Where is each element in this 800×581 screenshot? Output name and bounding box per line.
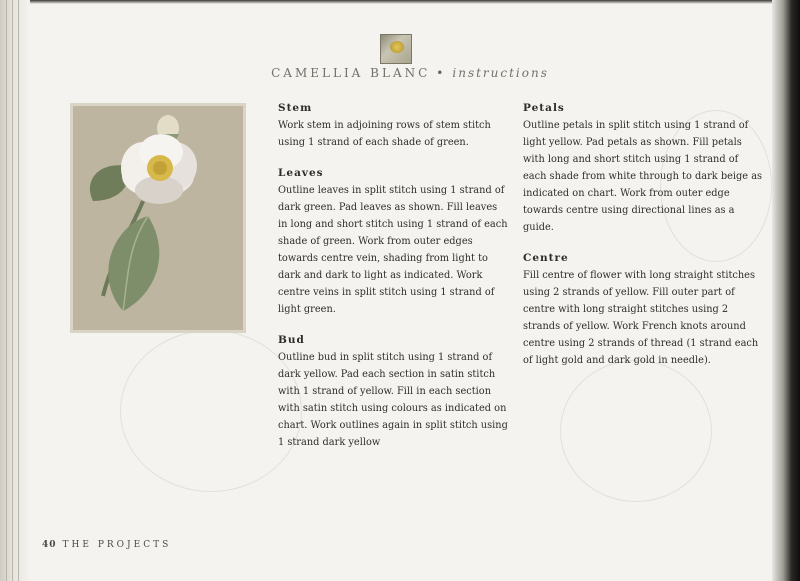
- petals-text: Outline petals in split stitch using 1 strand of light yellow. Pad petals as shown. Fill petals with long and short stitch using 1 strand of each shade from white through to dark beige as indicated on chart. Work from outer edge towards centre using directional lines as a guide.: [523, 120, 763, 233]
- embroidered-camellia-image: [70, 103, 246, 333]
- page-gutter-shadow: [772, 0, 800, 581]
- instructions-column-right: [523, 100, 763, 383]
- page-binding: [0, 0, 30, 581]
- centre-text: Fill centre of flower with long straight stitches using 2 strands of yellow. Fill outer part of centre with long straight stitches using 2 strands of yellow. Work French knots around centre using 2 strands of thread (1 strand each of light gold and dark gold in needle).: [523, 270, 759, 366]
- page-title: [230, 66, 590, 80]
- stem-text: Work stem in adjoining rows of stem stitch using 1 strand of each shade of green.: [278, 120, 491, 148]
- instructions-column-left: [278, 100, 508, 465]
- petals-heading: Petals: [523, 102, 565, 114]
- leaves-heading: Leaves: [278, 167, 324, 179]
- bud-heading: Bud: [278, 334, 305, 346]
- camellia-emblem-icon: [380, 34, 412, 64]
- page-number: 40: [42, 540, 57, 550]
- page-top-shadow: [0, 0, 800, 4]
- page-footer: [42, 540, 171, 550]
- title-bullet: •: [436, 66, 447, 80]
- title-subtitle: instructions: [452, 66, 549, 80]
- title-main: CAMELLIA BLANC: [271, 66, 431, 80]
- stem-heading: Stem: [278, 102, 313, 114]
- centre-heading: Centre: [523, 252, 569, 264]
- bud-text: Outline bud in split stitch using 1 strand of dark yellow. Pad each section in satin stitch with 1 strand of yellow. Fill in each section with satin stitch using colours as indicated on chart. Work outlines again in split stitch using 1 strand dark yellow: [278, 352, 508, 448]
- background-outline: [120, 330, 302, 492]
- section-name: THE PROJECTS: [62, 540, 172, 550]
- leaves-text: Outline leaves in split stitch using 1 strand of dark green. Pad leaves as shown. Fill leaves in long and short stitch using 1 strand of each shade of green. Work from outer edges towards centre vein, shading from light to dark and dark to light as indicated. Work centre veins in split stitch using 1 strand of light green.: [278, 185, 508, 315]
